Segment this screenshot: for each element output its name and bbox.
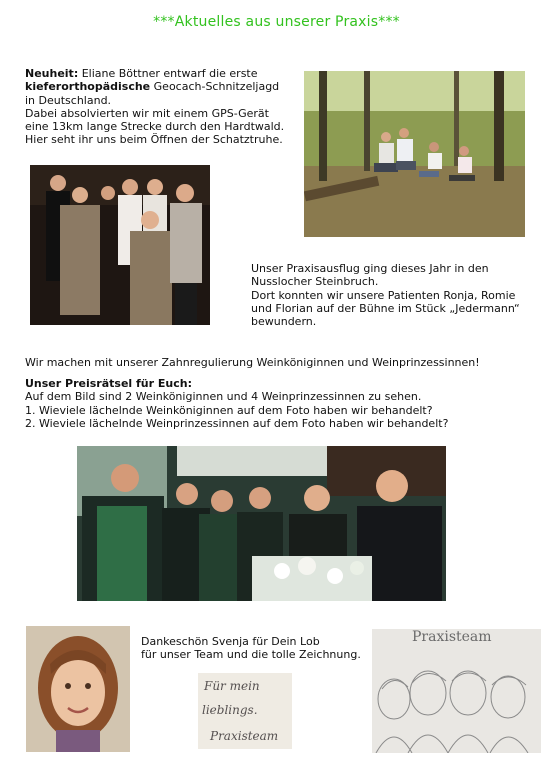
- news-line-4: Dabei absolvierten wir mit einem GPS-Gerät: [25, 106, 269, 120]
- thanks-text: [141, 635, 376, 662]
- trip-text: [251, 262, 551, 328]
- drawing-title: Praxisteam: [412, 629, 492, 645]
- trip-line-2: Nusslocher Steinbruch.: [251, 275, 379, 289]
- note-line-1: Für mein: [204, 679, 260, 693]
- news-line-2: Geocach-Schnitzeljagd: [150, 80, 280, 94]
- handwritten-note-image: [198, 673, 292, 749]
- theatre-patients-photo: [30, 165, 210, 325]
- news-line-5: eine 13km lange Strecke durch den Hardtwald.: [25, 120, 285, 134]
- news-lead: Neuheit:: [25, 67, 79, 80]
- news-line-1: Eliane Böttner entwarf die erste: [78, 67, 258, 80]
- quiz-line-3: 2. Wieviele lächelnde Weinprinzessinnen auf dem Foto haben wir behandelt?: [25, 416, 449, 430]
- news-line-6: Hier seht ihr uns beim Öffnen der Schatztruhe.: [25, 133, 283, 147]
- quiz-line-1: Auf dem Bild sind 2 Weinköniginnen und 4 Weinprinzessinnen zu sehen.: [25, 390, 422, 404]
- team-drawing-image: [372, 629, 541, 753]
- quiz-section: [25, 377, 545, 430]
- wine-queens-photo: [77, 446, 446, 601]
- news-line-3: in Deutschland.: [25, 93, 112, 107]
- page-title: ***Aktuelles aus unserer Praxis***: [153, 14, 400, 30]
- wine-royalty-sentence: Wir machen mit unserer Zahnregulierung Weinköniginnen und Weinprinzessinnen!: [25, 356, 480, 369]
- note-line-2: lieblings.: [202, 703, 258, 717]
- thanks-line-1: Dankeschön Svenja für Dein Lob: [141, 635, 320, 648]
- trip-line-3: Dort konnten wir unsere Patienten Ronja, Romie: [251, 288, 516, 302]
- forest-treasure-photo: [304, 71, 525, 237]
- trip-line-5: bewundern.: [251, 315, 317, 329]
- trip-line-4: und Florian auf der Bühne im Stück „Jedermann“: [251, 301, 520, 315]
- quiz-line-2: 1. Wieviele lächelnde Weinköniginnen auf dem Foto haben wir behandelt?: [25, 403, 433, 417]
- geocache-news-text: [25, 67, 305, 147]
- note-line-3: Praxisteam: [210, 729, 279, 743]
- trip-line-1: Unser Praxisausflug ging dieses Jahr in den: [251, 262, 489, 275]
- news-bold-word: kieferorthopädische: [25, 80, 151, 94]
- svenja-portrait-photo: [26, 626, 130, 752]
- quiz-heading: Unser Preisrätsel für Euch:: [25, 377, 192, 390]
- thanks-line-2: für unser Team und die tolle Zeichnung.: [141, 648, 361, 662]
